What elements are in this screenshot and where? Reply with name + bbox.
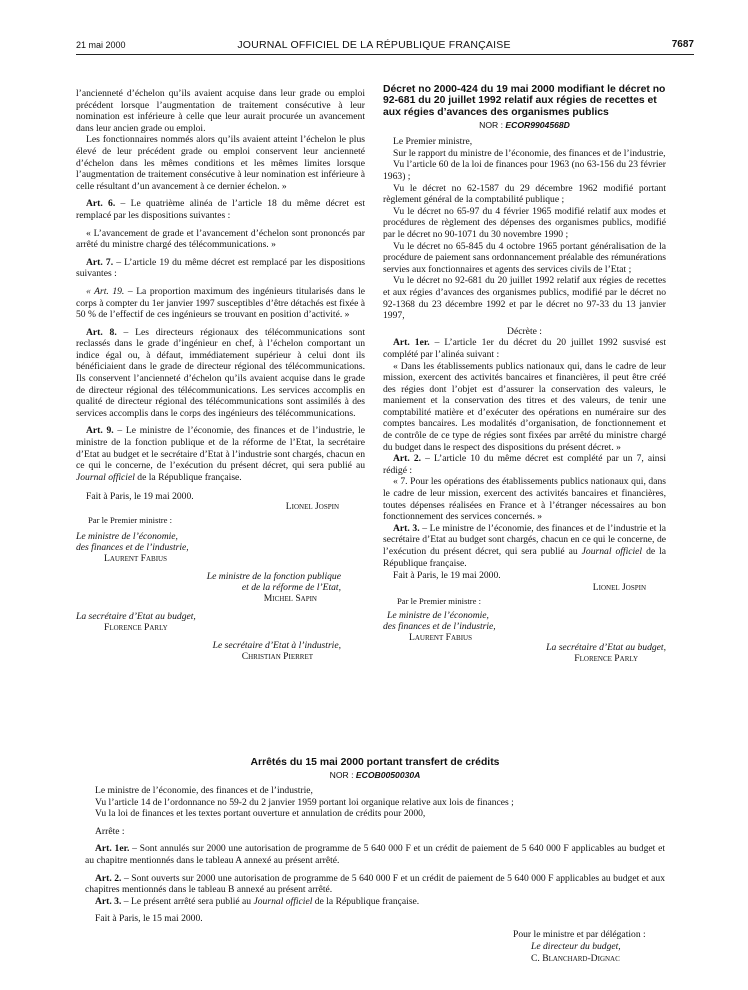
page-number: 7687 <box>671 39 694 50</box>
article-7 <box>76 257 365 280</box>
minister-title: Le ministre de la fonction publique <box>206 571 341 583</box>
article-label: Art. 8. <box>86 326 117 338</box>
article-1 <box>85 843 665 866</box>
nor-value: ECOR9904568D <box>505 120 570 131</box>
fait-a-paris: Fait à Paris, le 19 mai 2000. <box>86 491 194 503</box>
par-le-premier-ministre: Par le Premier ministre : <box>88 515 173 526</box>
article-text: – Sont annulés sur 2000 une autorisation de programme de 5 640 000 F et un crédit de paiement de 5 640 000 F applicables au budget et au chapitre mentionnés dans le tableau A annexé au présent arrêté. <box>85 843 665 866</box>
minister-title: des finances et de l’industrie, <box>76 542 189 554</box>
article-text: de la République française. <box>134 471 242 483</box>
article-2 <box>85 873 665 896</box>
article-label: Art. 7. <box>86 256 114 268</box>
paragraph: Le ministre de l’économie, des finances et de l’industrie, <box>95 785 313 796</box>
visa: Vu la loi de finances et les textes portant ouverture et annulation de crédits pour 2000, <box>95 808 426 820</box>
minister-name: Florence Parly <box>104 622 168 634</box>
directeur-title: Le directeur du budget, <box>531 940 621 952</box>
header-date: 21 mai 2000 <box>76 40 126 50</box>
journal-officiel: Journal officiel <box>253 895 313 907</box>
article-1 <box>383 337 666 360</box>
article-label: Art. 1er. <box>393 337 430 349</box>
minister-name: Christian Pierret <box>241 651 313 663</box>
paragraph: Les fonctionnaires nommés alors qu’ils avaient atteint l’échelon le plus élevé de leur précédent grade ou emploi conservent leur ancienneté d’échelon dans les mêmes conditions et les mêmes limites lorsque l’augmentation de traitement consécutive à leur nomination est inférieure à celle résultant d’un avancement à ce dernier échelon. » <box>76 134 365 192</box>
nor-value: ECOB0050030A <box>355 770 421 780</box>
arrete-section <box>85 757 665 969</box>
article-label: Art. 6. <box>86 198 116 210</box>
left-column <box>76 88 365 677</box>
visa: Vu le décret no 65-845 du 4 octobre 1965 portant généralisation de la procédure de paiement sans ordonnancement préalable des rémunérations servies aux fonctionnaires et agents des services civils de l’Etat ; <box>383 240 666 275</box>
article-text: – La proportion maximum des ingénieurs titularisés dans le corps à compter du 1er janvier 1997 susceptibles d’être détachés est fixée à 50 % de l’effectif de ces ingénieurs se trouvant en position d’activité. » <box>76 285 365 321</box>
signature-block <box>383 570 666 666</box>
article-text: – Le ministre de l’économie, des finances et de l’industrie, le ministre de la fonction publique et de la réforme de l’Etat, la secrétaire d’Etat au budget et le secrétaire d’Etat à l’industrie sont chargés, chacun en ce qui le concerne, de l’exécution du présent décret, qui sera publié au <box>76 425 366 472</box>
minister-name: Laurent Fabius <box>104 553 167 565</box>
article-text: – Le ministre de l’économie, des finances et de l’industrie et la secrétaire d’Etat au budget sont chargés, chacun en ce qui le concerne, de l’exécution du présent décret, qui sera publié au <box>383 522 666 557</box>
article-8 <box>76 327 365 420</box>
signer-name: Lionel Jospin <box>285 501 339 513</box>
article-label: Art. 2. <box>95 872 122 884</box>
article-19 <box>76 286 365 321</box>
directeur-name: C. Blanchard-Dignac <box>531 952 620 964</box>
journal-officiel: Journal officiel <box>76 471 135 483</box>
nor-label: NOR : <box>329 770 356 780</box>
visa: Vu le décret no 65-97 du 4 février 1965 modifié relatif aux modes et procédures de règlement des dépenses des organismes publics, modifié par le décret no 90-1071 du 30 novembre 1990 ; <box>383 205 666 240</box>
article-text: – Les directeurs régionaux des télécommunications sont reclassés dans le grade d’ingénieur en chef, à l’échelon comportant un indice égal ou, à défaut, immédiatement supérieur à celui dont ils bénéficiaient dans le grade de directeur régional des télécommunications. Ils conservent l’ancienneté d’échelon qu’ils avaient acquise dans le grade de directeur régional des télécommunications. Les services accomplis en qualité de directeur régional des télécommunications sont assimilés à des services accomplis dans le corps des ingénieurs des télécommunications. <box>76 326 365 419</box>
minister-title: des finances et de l’industrie, <box>383 621 496 633</box>
premier-ministre: Le Premier ministre, <box>393 136 473 148</box>
quote: « 7. Pour les opérations des établissements publics nationaux qui, dans le cadre de leur mission, exercent des activités bancaires et financières, toutes dépenses réalisées en France et à l’étranger nécessaires au bon fonctionnement des services concernés. » <box>383 476 666 523</box>
article-9 <box>76 425 365 483</box>
article-2 <box>383 453 666 476</box>
minister-title: Le ministre de l’économie, <box>76 531 178 543</box>
nor-reference <box>383 120 666 130</box>
nor-reference <box>85 770 665 780</box>
decrete: Décrète : <box>507 325 542 337</box>
minister-name: Florence Parly <box>574 653 638 665</box>
signature-block <box>85 929 665 969</box>
minister-title: La secrétaire d’Etat au budget, <box>546 642 666 654</box>
visa: Vu le décret no 62-1587 du 29 décembre 1962 modifié portant règlement général de la comptabilité publique ; <box>383 182 666 206</box>
page-header <box>0 0 748 62</box>
arrete-title: Arrêtés du 15 mai 2000 portant transfert de crédits <box>250 757 500 768</box>
article-label: Art. 3. <box>95 895 122 907</box>
quote: « Dans les établissements publics nationaux qui, dans le cadre de leur mission, exercent des activités bancaires et financières, il peut être créé des régies dont l’objet est d’assurer la conservation des valeurs, le maniement et la conservation des titres et des valeurs, de tenir une comptabilité matière et d’exécuter des opérations en numéraire sur des comptes bancaires. Les modalités d’organisation, de fonctionnement et de contrôle de ce type de régies sont fixées par arrêté du ministre chargé du budget dans le respect des dispositions du présent décret. » <box>383 360 666 453</box>
minister-title: La secrétaire d’Etat au budget, <box>76 611 196 623</box>
minister-name: Laurent Fabius <box>409 632 472 644</box>
decree-title: Décret no 2000-424 du 19 mai 2000 modifiant le décret no 92-681 du 20 juillet 1992 relatif aux régies de recettes et aux régies d’avances des organismes publics <box>383 84 666 118</box>
minister-title: et de la réforme de l’Etat, <box>241 582 341 594</box>
quote: « L’avancement de grade et l’avancement d’échelon sont prononcés par arrêté du ministre chargé des télécommunications. » <box>76 227 365 251</box>
article-text: de la République française. <box>312 895 420 907</box>
article-label: Art. 3. <box>393 522 420 534</box>
minister-title: Le secrétaire d’Etat à l’industrie, <box>212 640 341 652</box>
article-label: Art. 1er. <box>95 843 130 855</box>
article-text: – Le présent arrêté sera publié au <box>121 895 254 907</box>
minister-name: Michel Sapin <box>263 593 317 605</box>
article-label: « Art. 19. <box>86 285 125 297</box>
article-text: – L’article 10 du même décret est complété par un 7, ainsi rédigé : <box>383 453 666 476</box>
minister-title: Le ministre de l’économie, <box>387 610 489 622</box>
article-text: – L’article 19 du même décret est remplacé par les dispositions suivantes : <box>76 256 366 280</box>
signer-name: Lionel Jospin <box>592 582 646 594</box>
article-label: Art. 9. <box>86 425 114 437</box>
visa: Vu l’article 60 de la loi de finances pour 1963 (no 63-156 du 23 février 1963) ; <box>383 159 666 182</box>
visa: Vu le décret no 92-681 du 20 juillet 1992 relatif aux régies de recettes et aux régies d’avances des organismes publics, modifié par le décret no 92-1368 du 23 décembre 1992 et par le décret no 97-33 du 13 janvier 1997, <box>383 275 666 322</box>
paragraph: l’ancienneté d’échelon qu’ils avaient acquise dans leur grade ou emploi précédent lorsque l’augmentation de traitement consécutive à leur nomination est inférieure à celle que leur aurait procurée un avancement dans leur ancien grade ou emploi. <box>76 88 365 134</box>
header-title: JOURNAL OFFICIEL DE LA RÉPUBLIQUE FRANÇAISE <box>237 39 511 51</box>
header-rule <box>76 54 694 55</box>
nor-label: NOR : <box>479 120 506 131</box>
article-text: – L’article 1er du décret du 20 juillet 1992 susvisé est complété par l’alinéa suivant : <box>383 337 666 360</box>
visa: Vu l’article 14 de l’ordonnance no 59-2 du 2 janvier 1959 portant loi organique relative aux lois de finances ; <box>95 796 514 808</box>
fait-a-paris: Fait à Paris, le 19 mai 2000. <box>393 570 501 582</box>
article-6 <box>76 198 365 221</box>
article-text: de la République française. <box>383 546 666 569</box>
journal-officiel: Journal officiel <box>581 546 643 557</box>
fait-a-paris: Fait à Paris, le 15 mai 2000. <box>95 913 203 925</box>
par-le-premier-ministre: Par le Premier ministre : <box>397 596 482 607</box>
visa: Sur le rapport du ministre de l’économie, des finances et de l’industrie, <box>393 147 666 159</box>
arrete: Arrête : <box>95 825 125 837</box>
signature-block <box>76 491 365 677</box>
article-text: – Le quatrième alinéa de l’article 18 du même décret est remplacé par les dispositions suivantes : <box>76 198 366 221</box>
right-column <box>383 84 666 666</box>
delegation: Pour le ministre et par délégation : <box>513 928 646 940</box>
article-text: – Sont ouverts sur 2000 une autorisation de programme de 5 640 000 F et un crédit de paiement de 5 640 000 F applicables au budget et aux chapitres mentionnés dans le tableau B annexé au présent arrêté. <box>85 872 665 896</box>
article-3 <box>85 896 665 908</box>
article-3 <box>383 523 666 569</box>
article-label: Art. 2. <box>393 453 422 465</box>
